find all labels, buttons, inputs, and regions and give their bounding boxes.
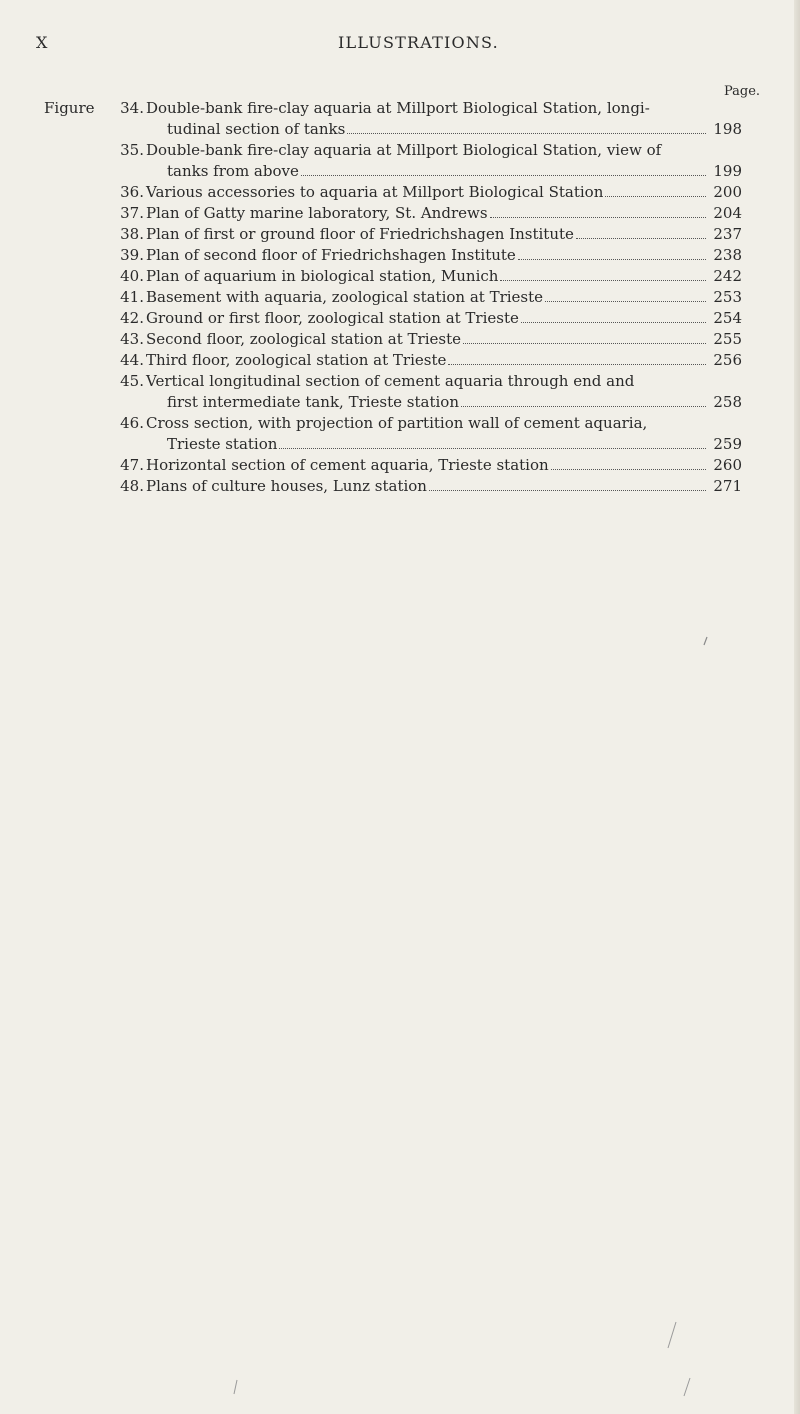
page-reference: 271 [713,477,742,495]
list-item [0,350,800,371]
dot-leader [551,468,706,470]
dot-leader [605,195,706,197]
caption-text: Various accessories to aquaria at Millport Biological Station [146,183,604,201]
dot-leader [347,132,706,134]
page-reference: 204 [713,204,742,222]
caption-text: Ground or first floor, zoological station at Trieste [146,309,519,327]
caption-text: tudinal section of tanks [167,120,346,138]
caption-line-with-page [167,161,742,182]
list-item [0,203,800,224]
page-reference: 260 [713,456,742,474]
list-item [0,413,800,455]
dot-leader [490,216,706,218]
ink-speck [704,637,707,645]
caption-line-with-page [167,392,742,413]
page-reference: 254 [713,309,742,327]
caption-text: Cross section, with projection of partition wall of cement aquaria, [146,414,648,432]
caption-line-with-page [146,245,742,266]
figure-number: 39. [120,246,144,264]
list-item [0,224,800,245]
page-reference: 199 [713,162,742,180]
caption-text: Double-bank fire-clay aquaria at Millport Biological Station, view of [146,141,662,159]
list-item [0,329,800,350]
figure-number: 48. [120,477,144,495]
figure-number: 41. [120,288,144,306]
figure-number: 38. [120,225,144,243]
page-reference: 237 [713,225,742,243]
caption-text: Plan of Gatty marine laboratory, St. Andrews [146,204,488,222]
page-reference: 242 [713,267,742,285]
page-reference: 200 [713,183,742,201]
list-item [0,140,800,182]
page-column-label: Page. [724,84,761,99]
dot-leader [576,237,706,239]
dot-leader [279,447,706,449]
figure-number: 46. [120,414,144,432]
page-title: ILLUSTRATIONS. [338,33,499,52]
figure-number: 36. [120,183,144,201]
caption-text: Second floor, zoological station at Trieste [146,330,461,348]
figure-number: 42. [120,309,144,327]
caption-text: Double-bank fire-clay aquaria at Millport Biological Station, longi- [146,99,650,117]
figure-number: 44. [120,351,144,369]
page-reference: 256 [713,351,742,369]
page-reference: 258 [713,393,742,411]
page-reference: 238 [713,246,742,264]
list-item [0,455,800,476]
page-reference: 253 [713,288,742,306]
list-item [0,476,800,497]
list-item [0,371,800,413]
ink-speck [684,1378,690,1396]
dot-leader [500,279,706,281]
dot-leader [518,258,706,260]
figure-number: 43. [120,330,144,348]
caption-text: Third floor, zoological station at Trieste [146,351,447,369]
caption-line-with-page [146,287,742,308]
ink-speck [668,1322,676,1348]
caption-text: Plan of second floor of Friedrichshagen Institute [146,246,516,264]
page-reference: 255 [713,330,742,348]
dot-leader [448,363,706,365]
dot-leader [429,489,706,491]
caption-line-with-page [146,455,742,476]
dot-leader [545,300,706,302]
caption-line-with-page [167,434,742,455]
caption-text: Plan of aquarium in biological station, Munich [146,267,499,285]
caption-line-with-page [146,329,742,350]
caption-text: Basement with aquaria, zoological station at Trieste [146,288,544,306]
dot-leader [461,405,706,407]
running-head [36,33,764,57]
page-number: X [36,33,48,52]
caption-line-with-page [146,203,742,224]
caption-text: tanks from above [167,162,299,180]
dot-leader [521,321,706,323]
caption-line-with-page [146,224,742,245]
caption-line-with-page [146,182,742,203]
caption-text: Horizontal section of cement aquaria, Trieste station [146,456,549,474]
list-item [0,308,800,329]
figure-number: 37. [120,204,144,222]
caption-line-with-page [146,266,742,287]
caption-line-with-page [146,308,742,329]
page-reference: 259 [713,435,742,453]
list-item [0,182,800,203]
figure-number: 47. [120,456,144,474]
list-item [0,266,800,287]
figure-number: 35. [120,141,144,159]
figure-number: 34. [120,99,144,117]
list-item [0,98,800,140]
dot-leader [463,342,706,344]
ink-speck [234,1380,237,1394]
figure-prefix: Figure [44,99,95,117]
list-item [0,287,800,308]
caption-text: Trieste station [167,435,278,453]
caption-text: Vertical longitudinal section of cement aquaria through end and [146,372,635,390]
figure-number: 45. [120,372,144,390]
dot-leader [301,174,706,176]
caption-text: Plan of first or ground floor of Friedrichshagen Institute [146,225,574,243]
caption-text: first intermediate tank, Trieste station [167,393,459,411]
caption-line-with-page [146,350,742,371]
caption-text: Plans of culture houses, Lunz station [146,477,427,495]
page-reference: 198 [713,120,742,138]
caption-line-with-page [146,476,742,497]
caption-line-with-page [167,119,742,140]
figure-number: 40. [120,267,144,285]
list-item [0,245,800,266]
